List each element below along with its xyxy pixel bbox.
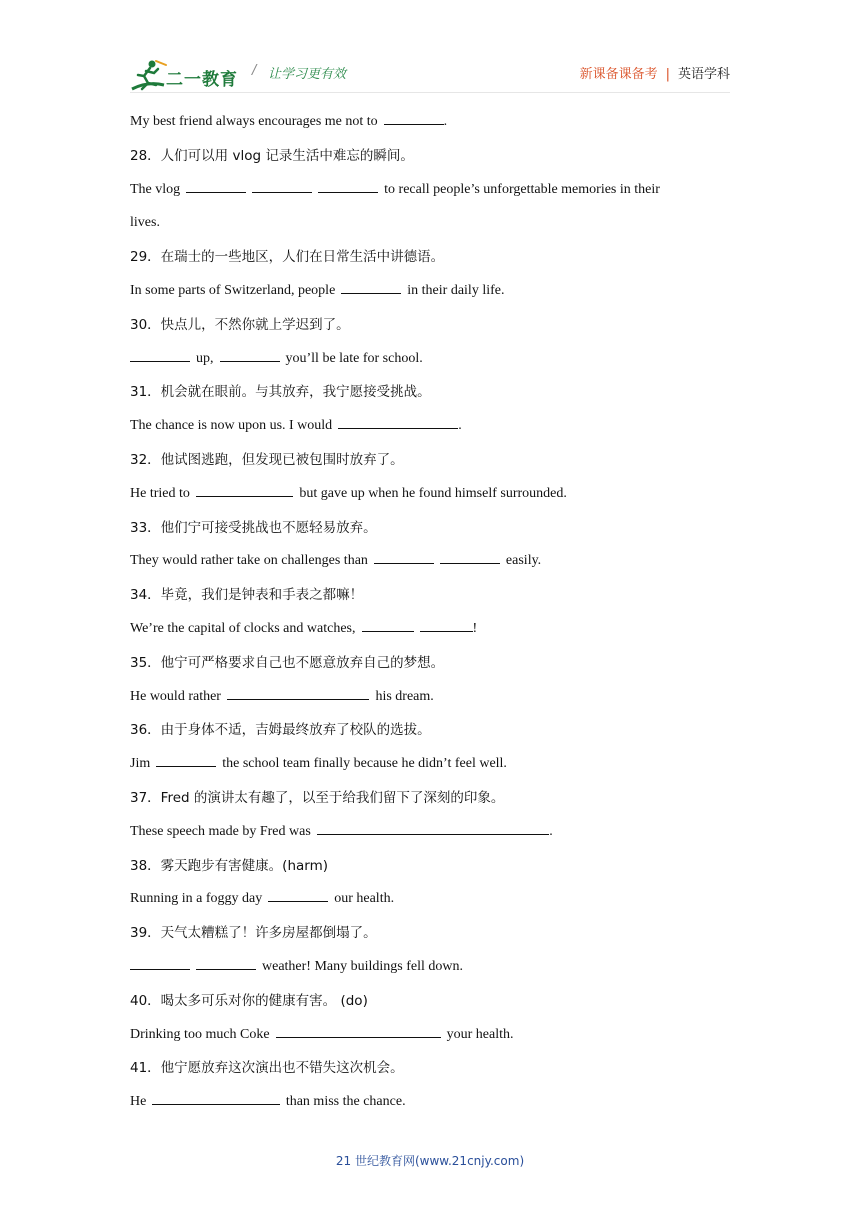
question-prompt — [130, 245, 730, 279]
line-text: My best friend always encourages me not to — [130, 114, 378, 129]
answer-blank[interactable] — [317, 820, 550, 835]
answer-blank[interactable] — [276, 1023, 441, 1038]
line-text: The chance is now upon us. I would — [130, 418, 333, 434]
line-text: 41．他宁愿放弃这次演出也不错失这次机会。 — [130, 1060, 404, 1077]
question-prompt — [130, 854, 730, 888]
line-text: 35．他宁可严格要求自己也不愿意放弃自己的梦想。 — [130, 654, 445, 671]
answer-blank[interactable] — [268, 887, 328, 902]
line-text: 31．机会就在眼前。与其放弃，我宁愿接受挑战。 — [130, 384, 431, 401]
line-text: . — [549, 823, 553, 839]
line-text: but gave up when he found himself surrounded. — [299, 485, 567, 501]
line-text: 30．快点儿，不然你就上学迟到了。 — [130, 316, 350, 333]
answer-line — [130, 820, 730, 854]
line-text: 40．喝太多可乐对你的健康有害。 (do) — [130, 992, 368, 1009]
line-text: to recall people’s unforgettable memories in their — [384, 181, 660, 197]
answer-blank[interactable] — [156, 752, 216, 767]
line-text: He tried to — [130, 485, 190, 501]
answer-blank[interactable] — [440, 549, 500, 564]
answer-blank[interactable] — [318, 178, 378, 193]
header-subject: 英语学科 — [677, 67, 730, 82]
answer-line — [130, 110, 730, 144]
line-text: than miss the chance. — [285, 1094, 406, 1110]
answer-line — [130, 178, 730, 212]
header-divider — [130, 92, 730, 93]
line-text: ! — [472, 620, 478, 636]
line-text: He would rather — [130, 688, 221, 704]
line-text: up, — [196, 350, 214, 366]
logo — [130, 59, 242, 93]
line-text: weather! Many buildings fell down. — [262, 958, 464, 974]
question-prompt — [130, 380, 730, 414]
question-prompt — [130, 313, 730, 347]
answer-line — [130, 1023, 730, 1057]
line-text: easily. — [505, 553, 542, 569]
answer-blank[interactable] — [196, 482, 294, 497]
question-prompt — [130, 718, 730, 752]
answer-blank[interactable] — [220, 347, 280, 362]
line-text: These speech made by Fred was — [130, 823, 311, 839]
answer-blank[interactable] — [252, 178, 312, 193]
question-prompt — [130, 448, 730, 482]
header-course: 新课备课备考 — [579, 67, 658, 82]
header-slogan: 让学习更有效 — [268, 67, 347, 82]
answer-blank[interactable] — [341, 279, 401, 294]
line-text: 38．雾天跑步有害健康。(harm) — [130, 857, 329, 874]
line-text: the school team finally because he didn’t feel well. — [222, 756, 507, 772]
line-text: He — [130, 1094, 147, 1110]
line-text: 36．由于身体不适，吉姆最终放弃了校队的选拔。 — [130, 722, 431, 739]
answer-line — [130, 752, 730, 786]
line-text: 29．在瑞士的一些地区，人们在日常生活中讲德语。 — [130, 249, 445, 266]
line-text: 28．人们可以用 vlog 记录生活中难忘的瞬间。 — [130, 147, 414, 164]
answer-line — [130, 482, 730, 516]
line-text: . — [458, 418, 462, 434]
answer-blank[interactable] — [420, 617, 473, 632]
line-text: Running in a foggy day — [130, 891, 263, 907]
answer-blank[interactable] — [152, 1090, 280, 1105]
question-prompt — [130, 921, 730, 955]
answer-line — [130, 1090, 730, 1124]
exercise-content — [130, 110, 730, 1124]
answer-blank[interactable] — [130, 347, 190, 362]
question-prompt — [130, 583, 730, 617]
answer-line — [130, 347, 730, 381]
answer-line — [130, 211, 730, 245]
line-text: his dream. — [375, 688, 434, 704]
line-text: 34．毕竟，我们是钟表和手表之都嘛！ — [130, 587, 364, 604]
line-text: In some parts of Switzerland, people — [130, 282, 336, 298]
answer-line — [130, 955, 730, 989]
line-text: 39．天气太糟糕了！许多房屋都倒塌了。 — [130, 925, 377, 942]
answer-line — [130, 549, 730, 583]
line-text: We’re the capital of clocks and watches, — [130, 620, 356, 636]
answer-blank[interactable] — [374, 549, 434, 564]
question-prompt — [130, 144, 730, 178]
answer-line — [130, 414, 730, 448]
answer-blank[interactable] — [362, 617, 415, 632]
line-text: in their daily life. — [407, 282, 505, 298]
question-prompt — [130, 786, 730, 820]
line-text: Jim — [130, 756, 151, 772]
line-text: 37．Fred 的演讲太有趣了，以至于给我们留下了深刻的印象。 — [130, 789, 505, 806]
line-text: lives. — [130, 215, 160, 231]
line-text: 33．他们宁可接受挑战也不愿轻易放弃。 — [130, 519, 377, 536]
line-text: your health. — [446, 1026, 514, 1042]
line-text: Drinking too much Coke — [130, 1026, 270, 1042]
question-prompt — [130, 651, 730, 685]
line-text: you’ll be late for school. — [285, 350, 423, 366]
answer-line — [130, 617, 730, 651]
header-separator: | — [665, 67, 670, 82]
answer-blank[interactable] — [186, 178, 246, 193]
page-header — [130, 55, 730, 95]
page-footer: 21 世纪教育网(www.21cnjy.com) — [335, 1154, 525, 1168]
answer-blank[interactable] — [196, 955, 256, 970]
answer-blank[interactable] — [227, 685, 370, 700]
line-text: The vlog — [130, 181, 181, 197]
question-prompt — [130, 1056, 730, 1090]
runner-logo-icon — [130, 59, 170, 93]
line-text: They would rather take on challenges than — [130, 553, 368, 569]
answer-line — [130, 685, 730, 719]
question-prompt — [130, 989, 730, 1023]
answer-blank[interactable] — [338, 414, 458, 429]
header-right — [580, 63, 730, 82]
line-text: . — [443, 114, 448, 129]
answer-blank[interactable] — [384, 110, 444, 125]
header-slash: / — [252, 63, 257, 78]
answer-line — [130, 279, 730, 313]
line-text: our health. — [334, 891, 395, 907]
answer-line — [130, 887, 730, 921]
line-text: 32．他试图逃跑，但发现已被包围时放弃了。 — [130, 451, 404, 468]
logo-text: 二一教育 — [166, 70, 238, 90]
question-prompt — [130, 516, 730, 550]
answer-blank[interactable] — [130, 955, 190, 970]
